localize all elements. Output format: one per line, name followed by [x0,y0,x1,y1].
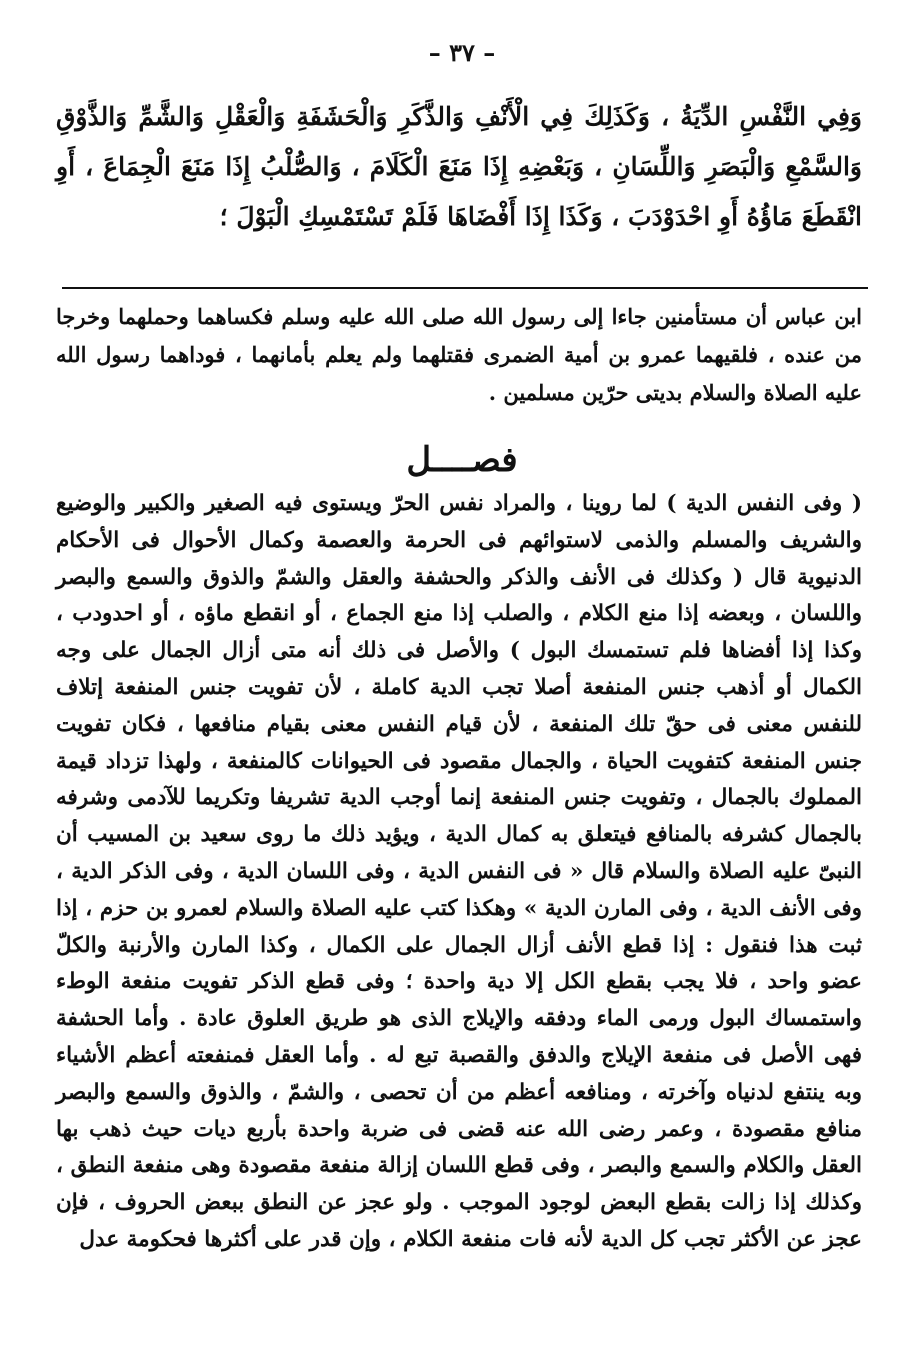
commentary-text: ( وفى النفس الدية ) لما روينا ، والمراد نفس الحرّ ويستوى فيه الصغير والكبير والوضيع والشريف والمسلم والذمى لاستوائهم فى الحرمة والعصمة وكمال الأحوال فى الأحكام الدنيوية قال ( وكذلك فى الأنف والذكر والحشفة والعقل والشمّ والذوق والسمع والبصر واللسان ، وبعضه إذا منع الكلام ، والصلب إذا منع الجماع ، أو انقطع ماؤه ، أو احدودب ، وكذا إذا أفضاها فلم تستمسك البول ) والأصل فى ذلك أنه متى أزال الجمال على وجه الكمال أو أذهب جنس المنفعة أصلا تجب الدية كاملة ، لأن تفويت جنس المنفعة إتلاف للنفس معنى فى حقّ تلك المنفعة ، لأن قيام النفس معنى بقيام منافعها ، فكان تفويت جنس المنفعة كتفويت الحياة ، والجمال مقصود فى الحيوانات كالمنفعة ، ولهذا تزداد قيمة المملوك بالجمال ، وتفويت جنس المنفعة إنما أوجب الدية تشريفا وتكريما للآدمى وشرفه بالجمال كشرفه بالمنافع فيتعلق به كمال الدية ، ويؤيد ذلك ما روى سعيد بن المسيب أن النبىّ عليه الصلاة والسلام قال « فى النفس الدية ، وفى اللسان الدية ، وفى الذكر الدية ، وفى الأنف الدية ، وفى المارن الدية » وهكذا كتب عليه الصلاة والسلام لعمرو بن حزم ، إذا ثبت هذا فنقول : إذا قطع الأنف أزال الجمال على الكمال ، وكذا المارن والأرنبة والكلّ عضو واحد ، فلا يجب بقطع الكل إلا دية واحدة ؛ وفى قطع الذكر تفويت منفعة الوطء واستمساك البول ورمى الماء ودفقه والإيلاج الذى هو طريق العلوق عادة . وأما الحشفة فهى الأصل فى منفعة الإيلاج والدفق والقصبة تبع له . وأما العقل فمنفعته أعظم الأشياء وبه ينتفع لدنياه وآخرته ، ومنافعه أعظم من أن تحصى ، والشمّ ، والذوق والسمع والبصر منافع مقصودة ، وعمر رضى الله عنه قضى فى ضربة واحدة بأربع ديات حيث ذهب بها العقل والكلام والسمع والبصر ، وفى قطع اللسان إزالة منفعة مقصودة وهى منفعة النطق ، وكذلك إذا زالت بقطع البعض لوجود الموجب . ولو عجز عن النطق ببعض الحروف ، فإن عجز عن الأكثر تجب كل الدية لأنه فات منفعة الكلام ، وإن قدر على أكثرها فحكومة عدل [56,491,862,1252]
page-number: – ٣٧ – [428,38,496,67]
footnote-divider [62,287,868,289]
section-heading: فصــــل [406,440,518,480]
hadith-commentary: ابن عباس أن مستأمنين جاءا إلى رسول الله صلى الله عليه وسلم فكساهما وحملهما وخرجا من عنده ، فلقيهما عمرو بن أمية الضمرى فقتلهما ولم يعلم بأمانهما ، فوداهما رسول الله عليه الصلاة والسلام بديتى حرّين مسلمين . [56,304,862,405]
matn-text: وَفِي النَّفْسِ الدِّيَةُ ، وَكَذَلِكَ فِي الْأَنْفِ وَالذَّكَرِ وَالْحَشَفَةِ وَالْعَقْلِ وَالشَّمِّ وَالذَّوْقِ وَالسَّمْعِ وَالْبَصَرِ وَاللِّسَانِ ، وَبَعْضِهِ إِذَا مَنَعَ الْكَلَامَ ، وَالصُّلْبُ إِذَا مَنَعَ الْجِمَاعَ ، أَوِ انْقَطَعَ مَاؤُهُ أَوِ احْدَوْدَبَ ، وَكَذَا إِذَا أَفْضَاهَا فَلَمْ تَسْتَمْسِكِ الْبَوْلَ ؛ [56,102,862,231]
